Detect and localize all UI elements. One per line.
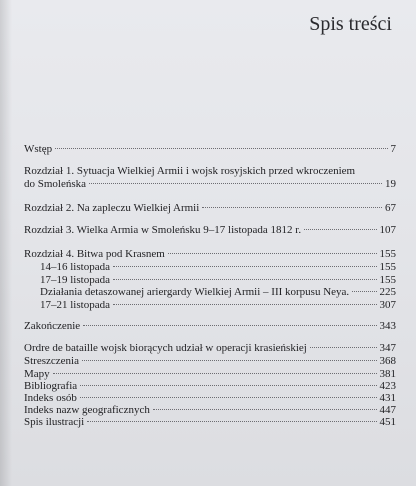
leader-dots xyxy=(113,304,377,305)
entry-label: Rozdział 4. Bitwa pod Krasnem xyxy=(24,248,165,260)
toc-entry-chapter-3 xyxy=(24,224,396,237)
leader-dots xyxy=(113,279,377,280)
entry-page: 307 xyxy=(379,299,396,311)
entry-page: 155 xyxy=(379,248,396,260)
leader-dots xyxy=(153,409,377,410)
entry-label: Ordre de bataille wojsk biorących udział w operacji krasieńskiej xyxy=(24,342,307,354)
leader-dots xyxy=(202,207,382,208)
toc-entry-zakonczenie xyxy=(24,320,396,333)
entry-page: 381 xyxy=(379,368,396,380)
toc-entry-chapter-1 xyxy=(24,165,396,191)
entry-label: Indeks nazw geograficznych xyxy=(24,404,150,416)
leader-dots xyxy=(310,347,377,348)
entry-label: Rozdział 2. Na zapleczu Wielkiej Armii xyxy=(24,202,200,214)
leader-dots xyxy=(87,421,376,422)
leader-dots xyxy=(55,148,387,149)
page-title: Spis treści xyxy=(309,13,392,35)
page-gutter-shadow xyxy=(0,0,12,486)
leader-dots xyxy=(80,397,377,398)
entry-label: Indeks osób xyxy=(24,392,77,404)
leader-dots xyxy=(80,385,376,386)
entry-page: 107 xyxy=(379,224,396,236)
toc-entry-chapter-2 xyxy=(24,202,396,215)
entry-label: 17–19 listopada xyxy=(40,274,110,286)
entry-page: 225 xyxy=(379,286,396,298)
entry-label-line2: do Smoleńska xyxy=(24,178,87,190)
entry-page: 347 xyxy=(379,342,396,354)
leader-dots xyxy=(113,266,377,267)
entry-label: Streszczenia xyxy=(24,355,79,367)
entry-label: Rozdział 3. Wielka Armia w Smoleńsku 9–17 listopada 1812 r. xyxy=(24,224,302,236)
leader-dots xyxy=(83,325,376,326)
entry-page: 155 xyxy=(379,261,396,273)
entry-label: 14–16 listopada xyxy=(40,261,110,273)
entry-label: Działania detaszowanej ariergardy Wielkiej Armii – III korpusu Neya. xyxy=(40,286,350,298)
leader-dots xyxy=(304,229,376,230)
toc-subentry-14-16 xyxy=(24,261,396,274)
entry-page: 451 xyxy=(379,416,396,428)
entry-label: Mapy xyxy=(24,368,50,380)
entry-label: 17–21 listopada xyxy=(40,299,110,311)
toc-entry-chapter-4 xyxy=(24,248,396,261)
leader-dots xyxy=(53,373,377,374)
entry-page: 431 xyxy=(379,392,396,404)
leader-dots xyxy=(82,360,377,361)
entry-page: 19 xyxy=(385,178,396,190)
leader-dots xyxy=(89,183,382,184)
entry-page: 423 xyxy=(379,380,396,392)
toc-entry-streszczenia xyxy=(24,355,396,368)
entry-label: Zakończenie xyxy=(24,320,81,332)
toc-subentry-17-21 xyxy=(24,299,396,312)
toc-entry-ordre xyxy=(24,342,396,355)
entry-label: Spis ilustracji xyxy=(24,416,85,428)
entry-label: Wstęp xyxy=(24,143,53,155)
entry-page: 343 xyxy=(379,320,396,332)
entry-page: 7 xyxy=(390,143,396,155)
entry-label-line1: Rozdział 1. Sytuacja Wielkiej Armii i wojsk rosyjskich przed wkroczeniem xyxy=(24,165,356,177)
toc-entry-spis-ilustracji xyxy=(24,416,396,429)
entry-page: 447 xyxy=(379,404,396,416)
entry-page: 67 xyxy=(385,202,396,214)
entry-page: 368 xyxy=(379,355,396,367)
leader-dots xyxy=(352,291,376,292)
leader-dots xyxy=(168,253,377,254)
entry-label: Bibliografia xyxy=(24,380,78,392)
toc-entry-wstep xyxy=(24,143,396,156)
toc-subentry-dzialania xyxy=(24,286,396,299)
entry-page: 155 xyxy=(379,274,396,286)
